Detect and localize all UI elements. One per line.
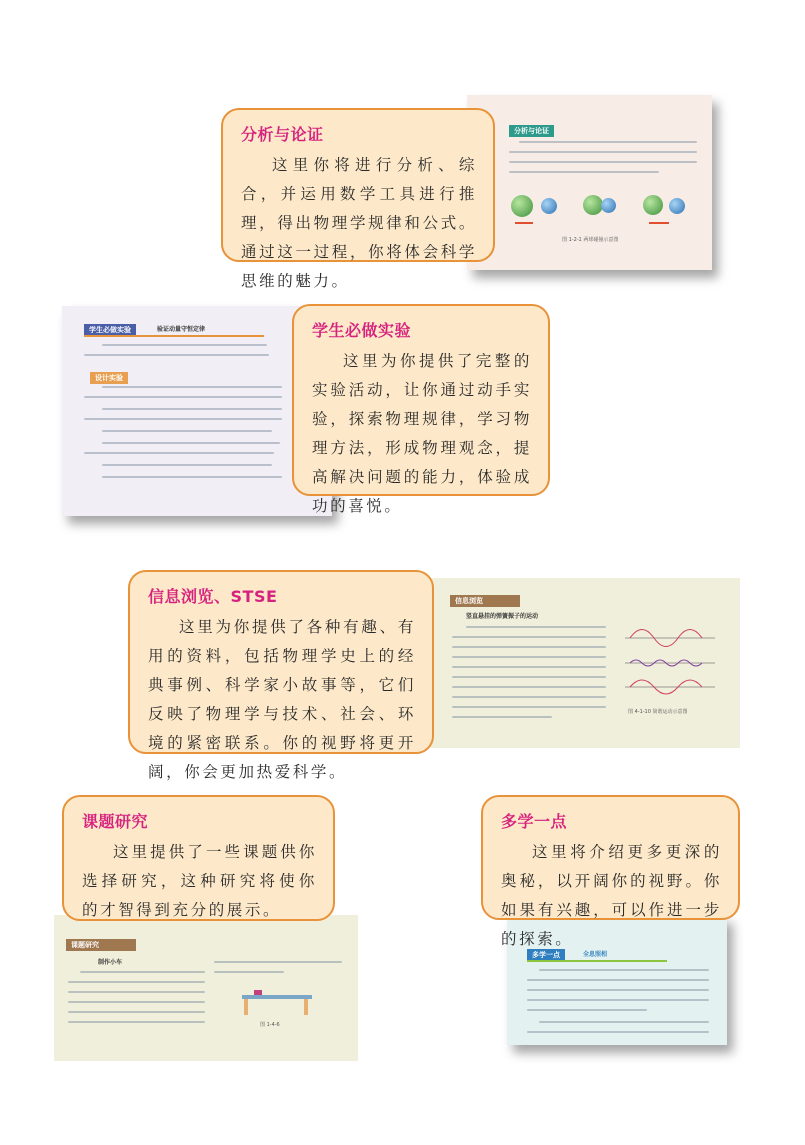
section-title: 学生必做实验 — [312, 321, 412, 340]
thumb-caption: 图 4-1-10 简谐运动示意图 — [628, 709, 688, 715]
thumb-caption: 图 1-4-6 — [260, 1022, 280, 1028]
thumb-research — [54, 915, 358, 1061]
section-title: 信息浏览、STSE — [148, 587, 278, 606]
section-title: 分析与论证 — [241, 125, 324, 144]
callout-experiment — [292, 304, 550, 515]
thumb-tag: 学生必做实验 — [84, 324, 136, 336]
thumb-subtag: 设计实验 — [90, 372, 128, 384]
thumb-tag: 多学一点 — [527, 949, 565, 961]
thumb-heading: 竖直悬挂的弹簧振子的运动 — [466, 613, 539, 620]
callout-more — [481, 795, 740, 948]
section-text: 这里提供了一些课题供你选择研究，这种研究将使你的才智得到充分的展示。 — [82, 843, 317, 919]
callout-info — [128, 570, 434, 781]
thumb-tag: 分析与论证 — [509, 125, 554, 137]
section-text: 这里为你提供了各种有趣、有用的资料，包括物理学史上的经典事例、科学家小故事等，它们反映了物理学与技术、社会、环境的紧密联系。你的视野将更开阔，你会更加热爱科学。 — [148, 618, 416, 781]
thumb-heading: 制作小车 — [98, 959, 123, 966]
thumb-caption: 图 1-2-1 两球碰撞示意图 — [562, 237, 619, 243]
thumb-heading: 验证动量守恒定律 — [157, 326, 206, 333]
callout-analysis — [221, 108, 495, 290]
thumb-heading: 全息照相 — [583, 951, 608, 958]
thumb-tag: 课题研究 — [66, 939, 136, 951]
section-title: 多学一点 — [501, 812, 568, 831]
section-text: 这里为你提供了完整的实验活动，让你通过动手实验，探索物理规律，学习物理方法，形成物理观念，提高解决问题的能力，体验成功的喜悦。 — [312, 352, 532, 515]
callout-research — [62, 795, 335, 921]
section-text: 这里将介绍更多更深的奥秘，以开阔你的视野。你如果有兴趣，可以作进一步的探索。 — [501, 843, 722, 948]
thumb-info — [430, 578, 740, 748]
section-title: 课题研究 — [82, 812, 149, 831]
wave-graph — [620, 623, 720, 703]
thumb-analysis — [467, 95, 712, 270]
section-text: 这里你将进行分析、综合，并运用数学工具进行推理，得出物理学规律和公式。通过这一过程，你将体会科学思维的魅力。 — [241, 156, 477, 290]
thumb-tag: 信息浏览 — [450, 595, 520, 607]
